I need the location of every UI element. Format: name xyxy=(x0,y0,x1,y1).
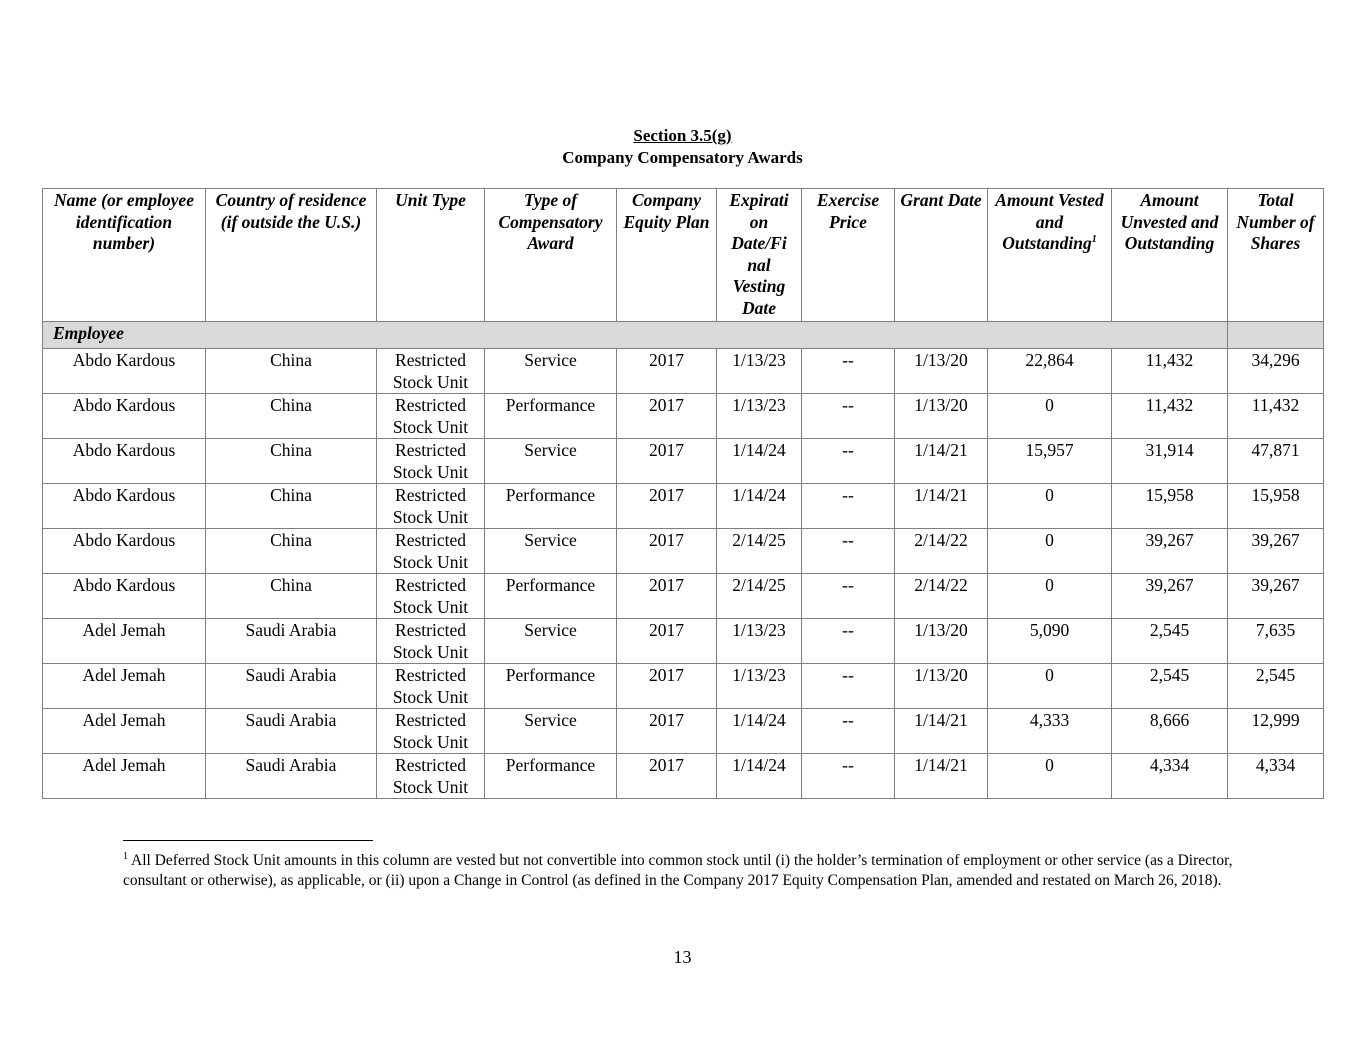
cell-award-type: Service xyxy=(485,709,617,754)
cell-name: Abdo Kardous xyxy=(43,439,206,484)
page-number: 13 xyxy=(673,947,692,967)
cell-country: Saudi Arabia xyxy=(206,664,377,709)
section-blank-cell xyxy=(1228,322,1324,349)
cell-name: Abdo Kardous xyxy=(43,349,206,394)
table-row xyxy=(43,484,1324,529)
cell-unit-type: Restricted Stock Unit xyxy=(377,439,485,484)
footnote xyxy=(123,851,1263,891)
cell-exercise-price: -- xyxy=(802,439,895,484)
cell-name: Adel Jemah xyxy=(43,619,206,664)
cell-exercise-price: -- xyxy=(802,754,895,799)
header-expiration: Expirati on Date/Fi nal Vesting Date xyxy=(717,189,802,322)
cell-award-type: Service xyxy=(485,529,617,574)
cell-grant-date: 1/13/20 xyxy=(895,349,988,394)
footnote-reference[interactable]: 1 xyxy=(1091,234,1097,246)
header-unvested: Amount Unvested and Outstanding xyxy=(1112,189,1228,322)
cell-name: Abdo Kardous xyxy=(43,574,206,619)
section-row xyxy=(43,322,1324,349)
cell-total-shares: 7,635 xyxy=(1228,619,1324,664)
cell-grant-date: 2/14/22 xyxy=(895,529,988,574)
cell-name: Abdo Kardous xyxy=(43,394,206,439)
cell-unit-type: Restricted Stock Unit xyxy=(377,529,485,574)
cell-exercise-price: -- xyxy=(802,349,895,394)
cell-total-shares: 4,334 xyxy=(1228,754,1324,799)
cell-name: Adel Jemah xyxy=(43,754,206,799)
cell-equity-plan: 2017 xyxy=(617,394,717,439)
header-row xyxy=(43,189,1324,322)
cell-vested: 0 xyxy=(988,394,1112,439)
cell-vested: 0 xyxy=(988,664,1112,709)
cell-vested: 5,090 xyxy=(988,619,1112,664)
cell-exercise-price: -- xyxy=(802,664,895,709)
table-row xyxy=(43,619,1324,664)
cell-vested: 0 xyxy=(988,574,1112,619)
cell-total-shares: 34,296 xyxy=(1228,349,1324,394)
header-country: Country of residence (if outside the U.S.) xyxy=(206,189,377,322)
cell-unvested: 39,267 xyxy=(1112,529,1228,574)
cell-expiration: 1/13/23 xyxy=(717,394,802,439)
cell-grant-date: 1/14/21 xyxy=(895,439,988,484)
cell-grant-date: 1/13/20 xyxy=(895,394,988,439)
table-row xyxy=(43,394,1324,439)
cell-unvested: 11,432 xyxy=(1112,394,1228,439)
cell-equity-plan: 2017 xyxy=(617,439,717,484)
cell-country: Saudi Arabia xyxy=(206,754,377,799)
cell-unit-type: Restricted Stock Unit xyxy=(377,574,485,619)
cell-equity-plan: 2017 xyxy=(617,754,717,799)
section-label: Employee xyxy=(43,322,1228,349)
cell-grant-date: 1/13/20 xyxy=(895,664,988,709)
cell-unvested: 4,334 xyxy=(1112,754,1228,799)
header-equity-plan: Company Equity Plan xyxy=(617,189,717,322)
cell-expiration: 1/13/23 xyxy=(717,349,802,394)
cell-equity-plan: 2017 xyxy=(617,484,717,529)
cell-country: Saudi Arabia xyxy=(206,619,377,664)
cell-award-type: Performance xyxy=(485,664,617,709)
cell-vested: 22,864 xyxy=(988,349,1112,394)
footnote-divider xyxy=(123,840,373,841)
cell-vested: 15,957 xyxy=(988,439,1112,484)
table-row xyxy=(43,529,1324,574)
cell-country: Saudi Arabia xyxy=(206,709,377,754)
cell-award-type: Performance xyxy=(485,574,617,619)
cell-award-type: Performance xyxy=(485,754,617,799)
cell-unvested: 8,666 xyxy=(1112,709,1228,754)
footnote-mark: 1 xyxy=(123,850,128,862)
cell-country: China xyxy=(206,574,377,619)
cell-name: Abdo Kardous xyxy=(43,484,206,529)
cell-unit-type: Restricted Stock Unit xyxy=(377,664,485,709)
cell-equity-plan: 2017 xyxy=(617,529,717,574)
cell-grant-date: 2/14/22 xyxy=(895,574,988,619)
cell-grant-date: 1/14/21 xyxy=(895,709,988,754)
header-award-type: Type of Compensatory Award xyxy=(485,189,617,322)
section-title: Section 3.5(g) xyxy=(633,126,732,145)
cell-unvested: 39,267 xyxy=(1112,574,1228,619)
cell-award-type: Performance xyxy=(485,394,617,439)
cell-equity-plan: 2017 xyxy=(617,709,717,754)
cell-equity-plan: 2017 xyxy=(617,349,717,394)
header-exercise-price: Exercise Price xyxy=(802,189,895,322)
cell-unvested: 15,958 xyxy=(1112,484,1228,529)
cell-exercise-price: -- xyxy=(802,484,895,529)
cell-total-shares: 2,545 xyxy=(1228,664,1324,709)
cell-expiration: 1/13/23 xyxy=(717,619,802,664)
cell-country: China xyxy=(206,394,377,439)
cell-country: China xyxy=(206,349,377,394)
cell-expiration: 1/14/24 xyxy=(717,754,802,799)
footnote-text: All Deferred Stock Unit amounts in this column are vested but not convertible into common stock until (i) the holder’s termination of employment or other service (as a Director, consultant or otherwise), as applicable, or (ii) upon a Change in Control (as defined in the Company 2017 Equity Compensation Plan, amended and restated on March 26, 2018). xyxy=(123,852,1233,889)
table-row xyxy=(43,349,1324,394)
cell-unit-type: Restricted Stock Unit xyxy=(377,349,485,394)
header-vested xyxy=(988,189,1112,322)
cell-unvested: 11,432 xyxy=(1112,349,1228,394)
cell-equity-plan: 2017 xyxy=(617,664,717,709)
header-unit-type: Unit Type xyxy=(377,189,485,322)
header-total-shares: Total Number of Shares xyxy=(1228,189,1324,322)
table-row xyxy=(43,709,1324,754)
cell-total-shares: 11,432 xyxy=(1228,394,1324,439)
cell-country: China xyxy=(206,439,377,484)
cell-unvested: 2,545 xyxy=(1112,664,1228,709)
cell-total-shares: 15,958 xyxy=(1228,484,1324,529)
cell-total-shares: 12,999 xyxy=(1228,709,1324,754)
cell-total-shares: 47,871 xyxy=(1228,439,1324,484)
cell-unit-type: Restricted Stock Unit xyxy=(377,709,485,754)
cell-exercise-price: -- xyxy=(802,574,895,619)
cell-award-type: Service xyxy=(485,439,617,484)
cell-exercise-price: -- xyxy=(802,394,895,439)
cell-unit-type: Restricted Stock Unit xyxy=(377,394,485,439)
cell-name: Abdo Kardous xyxy=(43,529,206,574)
cell-total-shares: 39,267 xyxy=(1228,574,1324,619)
cell-vested: 0 xyxy=(988,754,1112,799)
cell-expiration: 1/14/24 xyxy=(717,484,802,529)
cell-country: China xyxy=(206,484,377,529)
cell-unvested: 2,545 xyxy=(1112,619,1228,664)
table-row xyxy=(43,754,1324,799)
cell-expiration: 2/14/25 xyxy=(717,529,802,574)
cell-name: Adel Jemah xyxy=(43,709,206,754)
cell-expiration: 1/14/24 xyxy=(717,709,802,754)
table-row xyxy=(43,574,1324,619)
cell-grant-date: 1/14/21 xyxy=(895,484,988,529)
cell-equity-plan: 2017 xyxy=(617,619,717,664)
cell-grant-date: 1/13/20 xyxy=(895,619,988,664)
table-title: Company Compensatory Awards xyxy=(562,148,803,167)
cell-expiration: 1/13/23 xyxy=(717,664,802,709)
cell-unvested: 31,914 xyxy=(1112,439,1228,484)
cell-expiration: 2/14/25 xyxy=(717,574,802,619)
cell-vested: 0 xyxy=(988,529,1112,574)
cell-unit-type: Restricted Stock Unit xyxy=(377,484,485,529)
cell-award-type: Service xyxy=(485,619,617,664)
cell-country: China xyxy=(206,529,377,574)
table-row xyxy=(43,439,1324,484)
compensatory-awards-table xyxy=(42,188,1324,799)
cell-expiration: 1/14/24 xyxy=(717,439,802,484)
cell-unit-type: Restricted Stock Unit xyxy=(377,754,485,799)
table-row xyxy=(43,664,1324,709)
cell-unit-type: Restricted Stock Unit xyxy=(377,619,485,664)
cell-exercise-price: -- xyxy=(802,529,895,574)
header-vested-label: Amount Vested and Outstanding xyxy=(995,190,1104,253)
cell-grant-date: 1/14/21 xyxy=(895,754,988,799)
cell-equity-plan: 2017 xyxy=(617,574,717,619)
cell-exercise-price: -- xyxy=(802,709,895,754)
header-grant-date: Grant Date xyxy=(895,189,988,322)
cell-exercise-price: -- xyxy=(802,619,895,664)
cell-award-type: Performance xyxy=(485,484,617,529)
cell-total-shares: 39,267 xyxy=(1228,529,1324,574)
cell-vested: 4,333 xyxy=(988,709,1112,754)
header-name: Name (or employee identification number) xyxy=(43,189,206,322)
cell-vested: 0 xyxy=(988,484,1112,529)
cell-name: Adel Jemah xyxy=(43,664,206,709)
cell-award-type: Service xyxy=(485,349,617,394)
